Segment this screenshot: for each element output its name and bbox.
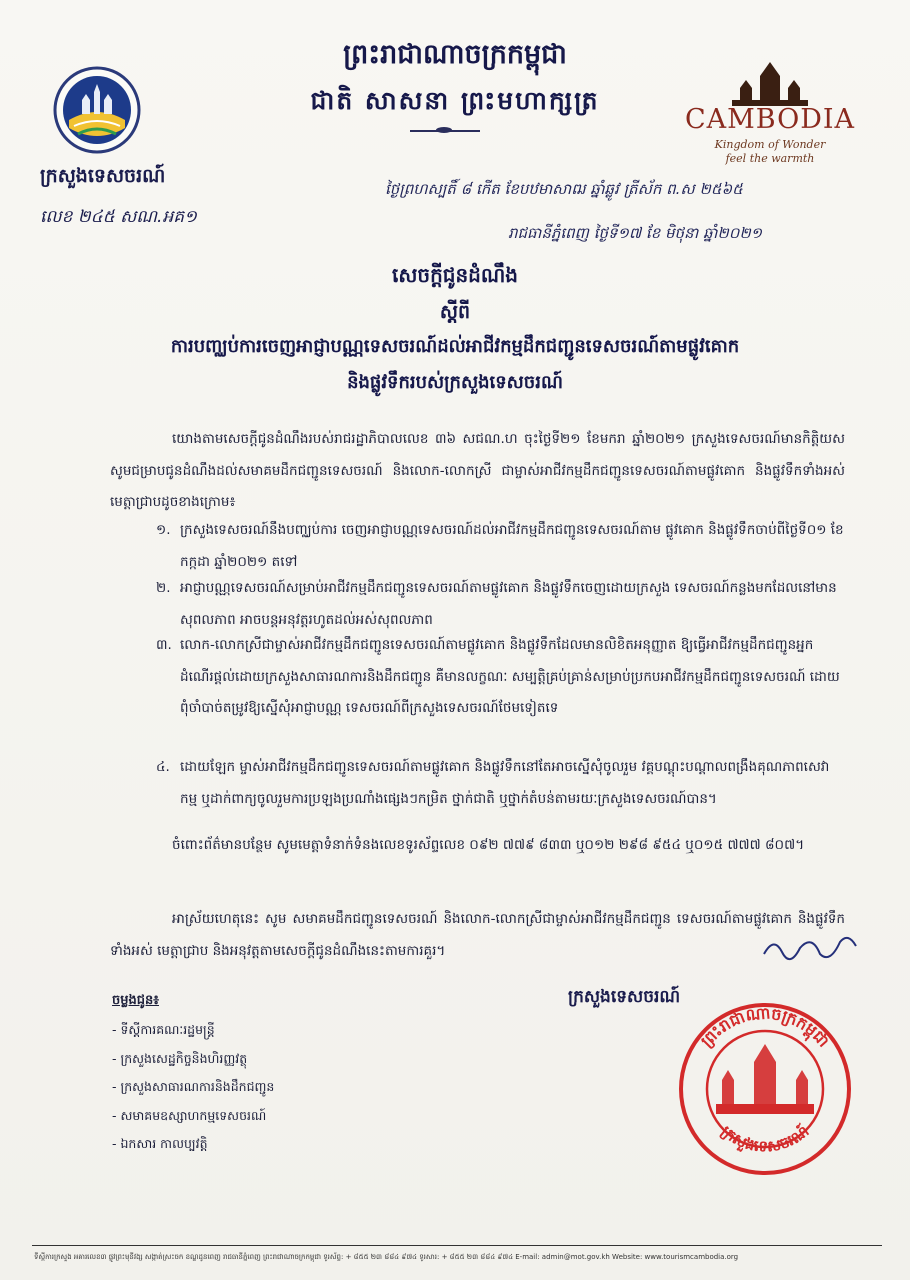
ornament-divider xyxy=(410,130,480,136)
item-number: ៤. xyxy=(156,759,170,775)
list-item xyxy=(140,515,845,578)
brand-tagline: Kingdom of Wonder xyxy=(714,138,826,151)
item-number: ៣. xyxy=(156,637,172,653)
item-text: ដោយឡែក ម្ចាស់អាជីវកម្មដឹកជញ្ជូនទេសចរណ៍តាមផ្លូវគោក និងផ្លូវទឹកនៅតែអាចស្នើសុំចូលរួម វគ្គបណ្តុះបណ្តាលពង្រឹងគុណភាពសេវាកម្ម ឬដាក់ពាក្យចូលរួមការប្រឡងប្រណាំងផ្សេងៗកម្រិត ថ្នាក់ជាតិ ឬថ្នាក់តំបន់តាមរយៈក្រសួងទេសចរណ៍បាន។ xyxy=(180,759,830,807)
regarding-heading: ស្តីពី xyxy=(439,301,471,323)
footer-address: ទីស្តីការក្រសួង អគារលេខ៣ ផ្លូវព្រះមុនីវង្ស សង្កាត់ស្រះចក ខណ្ឌដូនពេញ រាជធានីភ្នំពេញ ព្រះរាជាណាចក្រកម្ពុជា ទូរស័ព្ទ: + ៨៥៥ ២៣ ៨៨៤ ៩៧៤ ទូរសារ: + ៨៥៥ ២៣ ៨៨៤ ៩៧៤ E-mail: admin@mot.gov.kh Website: www.tourismcambodia.org xyxy=(34,1253,739,1261)
item-number: ១. xyxy=(156,522,171,538)
recipient-item: - សមាគមឧស្សាហកម្មទេសចរណ៍ xyxy=(112,1102,274,1131)
copy-to-title: ចម្លងជូន៖ xyxy=(112,993,159,1008)
official-seal-stamp xyxy=(670,1000,860,1178)
footer-divider xyxy=(32,1245,882,1246)
copy-to-list xyxy=(112,1016,274,1159)
item-number: ២. xyxy=(156,580,171,596)
recipient-item: - ក្រសួងសេដ្ឋកិច្ចនិងហិរញ្ញវត្ថុ xyxy=(112,1045,274,1074)
ministry-name: ក្រសួងទេសចរណ៍ xyxy=(40,165,166,187)
item-text: លោក-លោកស្រីជាម្ចាស់អាជីវកម្មដឹកជញ្ជូនទេសចរណ៍តាមផ្លូវគោក និងផ្លូវទឹកដែលមានលិខិតអនុញ្ញាត ឱ្យធ្វើអាជីវកម្មដឹកជញ្ជូនអ្នកដំណើរផ្តល់ដោយក្រសួងសាធារណការនិងដឹកជញ្ជូន គឺមានលក្ខណៈ សម្បត្តិគ្រប់គ្រាន់សម្រាប់ប្រកបអាជីវកម្មដឹកជញ្ជូនទេសចរណ៍ ដោយពុំចាំបាច់តម្រូវឱ្យស្នើសុំអាជ្ញាបណ្ណ ទេសចរណ៍ពីក្រសួងទេសចរណ៍ថែមទៀតទេ xyxy=(180,637,840,716)
subject-line-1: ការបញ្ឈប់ការចេញអាជ្ញាបណ្ណទេសចរណ៍ដល់អាជីវកម្មដឹកជញ្ជូនទេសចរណ៍តាមផ្លូវគោក xyxy=(170,336,740,357)
item-text: អាជ្ញាបណ្ណទេសចរណ៍សម្រាប់អាជីវកម្មដឹកជញ្ជូនទេសចរណ៍តាមផ្លូវគោក និងផ្លូវទឹកចេញដោយក្រសួង ទេសចរណ៍កន្លងមកដែលនៅមានសុពលភាព អាចបន្តអនុវត្តរហូតដល់អស់សុពលភាព xyxy=(180,580,837,628)
intro-paragraph: យោងតាមសេចក្តីជូនដំណឹងរបស់រាជរដ្ឋាភិបាលលេខ ៣៦ សជណ.ហ ចុះថ្ងៃទី២១ ខែមករា ឆ្នាំ២០២១ ក្រសួងទេសចរណ៍មានកិត្តិយសសូមជម្រាបជូនដំណឹងដល់សមាគមដឹកជញ្ជូនទេសចរណ៍ និងលោក-លោកស្រី ជាម្ចាស់អាជីវកម្មដឹកជញ្ជូនទេសចរណ៍តាមផ្លូវគោក និងផ្លូវទឹកទាំងអស់ មេត្តាជ្រាបដូចខាងក្រោម៖ xyxy=(110,431,845,510)
notice-heading: សេចក្តីជូនដំណឹង xyxy=(392,263,518,287)
signatory-ministry: ក្រសួងទេសចរណ៍ xyxy=(568,987,681,1007)
closing-paragraph: អាស្រ័យហេតុនេះ សូម សមាគមដឹកជញ្ជូនទេសចរណ៍ និងលោក-លោកស្រីជាម្ចាស់អាជីវកម្មដឹកជញ្ជូន ទេសចរណ៍តាមផ្លូវគោក និងផ្លូវទឹកទាំងអស់ មេត្តាជ្រាប និងអនុវត្តតាមសេចក្តីជូនដំណឹងនេះតាមការគួរ។ xyxy=(110,911,845,959)
list-item xyxy=(140,752,845,815)
recipient-item: - ទីស្តីការគណៈរដ្ឋមន្ត្រី xyxy=(112,1016,274,1045)
recipient-item: - ក្រសួងសាធារណការនិងដឹកជញ្ជូន xyxy=(112,1073,274,1102)
item-text: ក្រសួងទេសចរណ៍នឹងបញ្ឈប់ការ ចេញអាជ្ញាបណ្ណទេសចរណ៍ដល់អាជីវកម្មដឹកជញ្ជូនទេសចរណ៍តាម ផ្លូវគោក និងផ្លូវទឹកចាប់ពីថ្ងៃទី០១ ខែកក្កដា ឆ្នាំ២០២១ តទៅ xyxy=(180,522,844,570)
kingdom-title: ព្រះរាជាណាចក្រកម្ពុជា xyxy=(343,39,567,70)
recipient-item: - ឯកសារ កាលប្បវត្តិ xyxy=(112,1130,274,1159)
national-motto: ជាតិ សាសនា ព្រះមហាក្សត្រ xyxy=(310,86,600,115)
lunar-date: ថ្ងៃព្រហស្បតិ៍ ៨ កើត ខែបឋមាសាឍ ឆ្នាំឆ្លូវ ត្រីស័ក ព.ស ២៥៦៥ xyxy=(385,180,743,198)
list-item xyxy=(140,573,845,636)
initials-scribble-icon xyxy=(760,930,860,966)
svg-text:ក្រសួងទេសចរណ៍ xyxy=(718,1121,813,1156)
solar-date: រាជធានីភ្នំពេញ ថ្ងៃទី១៧ ខែ មិថុនា ឆ្នាំ២០២១ xyxy=(508,224,763,242)
list-item xyxy=(140,630,845,725)
seal-bottom-text: ក្រសួងទេសចរណ៍ xyxy=(717,1121,813,1156)
svg-text:ព្រះរាជាណាចក្រកម្ពុជា xyxy=(697,1003,834,1051)
subject-line-2: និងផ្លូវទឹករបស់ក្រសួងទេសចរណ៍ xyxy=(347,372,563,393)
contact-paragraph: ចំពោះព័ត៌មានបន្ថែម សូមមេត្តាទំនាក់ទំនងលេខទូរស័ព្ទលេខ ០៩២ ៧៧៩ ៨៣៣ ឬ០១២ ២៩៨ ៩៥៤ ឬ០១៥ ៧៧៧ ៨០៧។ xyxy=(172,837,805,853)
brand-slogan: feel the warmth xyxy=(725,152,815,165)
brand-wordmark: CAMBODIA xyxy=(684,104,856,135)
reference-number: លេខ ២៤៥ សណ.អគ១ xyxy=(40,207,197,227)
seal-top-text: ព្រះរាជាណាចក្រកម្ពុជា xyxy=(696,1003,834,1051)
